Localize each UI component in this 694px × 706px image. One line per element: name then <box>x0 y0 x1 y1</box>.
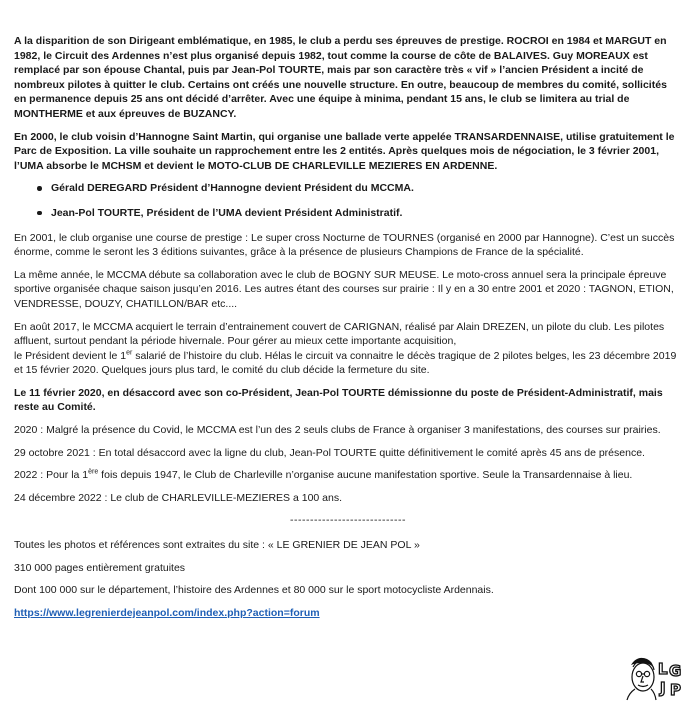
p2022-post: fois depuis 1947, le Club de Charleville n’organise aucune manifestation sportive. Seule la Transardennaise à lieu. <box>98 469 633 482</box>
paragraph-2021: 29 octobre 2021 : En total désaccord avec la ligne du club, Jean-Pol TOURTE quitte définitivement le comité après 45 ans de présence. <box>14 446 645 459</box>
paragraph-carignan <box>14 320 682 378</box>
bullet-list <box>14 181 682 220</box>
bullet-item: Jean-Pol TOURTE, Président de l’UMA devient Président Administratif. <box>51 206 682 221</box>
paragraph-2020-covid: 2020 : Malgré la présence du Covid, le MCCMA est l’un des 2 seuls clubs de France à organiser 3 manifestations, des courses sur prairies. <box>14 424 661 437</box>
lgjp-logo-icon <box>625 655 685 701</box>
forum-link[interactable]: https://www.legrenierdejeanpol.com/index.php?action=forum <box>14 606 320 619</box>
superscript-ere: ère <box>88 468 99 476</box>
forum-link-line <box>14 606 682 621</box>
document-page <box>14 34 682 628</box>
superscript-er: er <box>126 349 133 357</box>
pages-count-line: 310 000 pages entièrement gratuites <box>14 561 186 574</box>
logo-letter-j: J <box>660 679 666 697</box>
paragraph-2022 <box>14 468 682 483</box>
separator-line: ----------------------------- <box>290 514 406 527</box>
logo-letter-l: L <box>658 660 668 678</box>
carignan-line-2-post: salarié de l’histoire du club. Hélas le circuit va connaitre le décès tragique de 2 pilotes belges, les 23 décembre 2019 et 15 février 2020. Quelques jours plus tard, le comité du club décide la fermeture du site. <box>14 349 677 377</box>
paragraph-2001-supercross: En 2001, le club organise une course de prestige : Le super cross Nocturne de TOURNES (organisé en 2000 par Hannogne). C’est un succès énorme, comme le seront les 3 éditions suivantes, grâce à la présence de plusieurs Champions de France de la spécialité. <box>14 231 675 259</box>
department-line: Dont 100 000 sur le département, l’histoire des Ardennes et 80 000 sur le sport motocycliste Ardennais. <box>14 584 494 597</box>
paragraph-bogny: La même année, le MCCMA débute sa collaboration avec le club de BOGNY SUR MEUSE. Le moto-cross annuel sera la principale épreuve sportive organisée chaque saison jusqu’en 2016. Les autres étant des courses sur prairie : Il y en a 30 entre 2001 et 2020 : TAGNON, ETION, VENDRESSE, DOUZY, CHATILLON/BAR etc.... <box>14 268 674 310</box>
paragraph-2000-merger: En 2000, le club voisin d’Hannogne Saint Martin, qui organise une ballade verte appelée TRANSARDENNAISE, utilise gratuitement le Parc de Exposition. La ville souhaite un rapprochement entre les 2 entités. Après quelques mois de négociation, le 3 février 2001, l’UMA absorbe le MCHSM et devient le MOTO-CLUB DE CHARLEVILLE MEZIERES EN ARDENNE. <box>14 130 675 172</box>
p2022-pre: 2022 : Pour la 1 <box>14 469 89 482</box>
logo-letter-p: P <box>670 681 681 699</box>
carignan-line-1: En août 2017, le MCCMA acquiert le terrain d’entrainement couvert de CARIGNAN, réalisé par Alain DREZEN, un pilote du club. Les pilotes affluent, surtout pendant la période hivernale. Pour gérer au mieux cette importante acquisition, <box>14 320 665 348</box>
logo-letter-g: G <box>669 662 682 680</box>
carignan-line-2-pre: le Président devient le 1 <box>14 349 127 362</box>
bullet-item: Gérald DEREGARD Président d’Hannogne devient Président du MCCMA. <box>51 181 682 196</box>
paragraph-2020-resignation: Le 11 février 2020, en désaccord avec son co-Président, Jean-Pol TOURTE démissionne du poste de Président-Administratif, mais reste au Comité. <box>14 386 663 414</box>
paragraph-history-1985: A la disparition de son Dirigeant emblématique, en 1985, le club a perdu ses épreuves de prestige. ROCROI en 1984 et MARGUT en 1982, le Circuit des Ardennes n’est plus organisé depuis 1982, tout comme la course de côte de BALAIVES. Guy MOREAUX est remplacé par son épouse Chantal, puis par Jean-Pol TOURTE, mais par son caractère très « vif » l’ancien Président a incité de nombreux pilotes à quitter le club. Certains ont créés une nouvelle structure. En outre, beaucoup de membres du comité, sollicités en permanence depuis 25 ans ont décidé d’arrêter. Avec une équipe à minima, pendant 15 ans, le club se limitera au trial de MONTHERME et aux épreuves de BUZANCY. <box>14 35 667 120</box>
source-line: Toutes les photos et références sont extraites du site : « LE GRENIER DE JEAN POL » <box>14 539 420 552</box>
paragraph-centenary: 24 décembre 2022 : Le club de CHARLEVILLE-MEZIERES a 100 ans. <box>14 491 343 504</box>
